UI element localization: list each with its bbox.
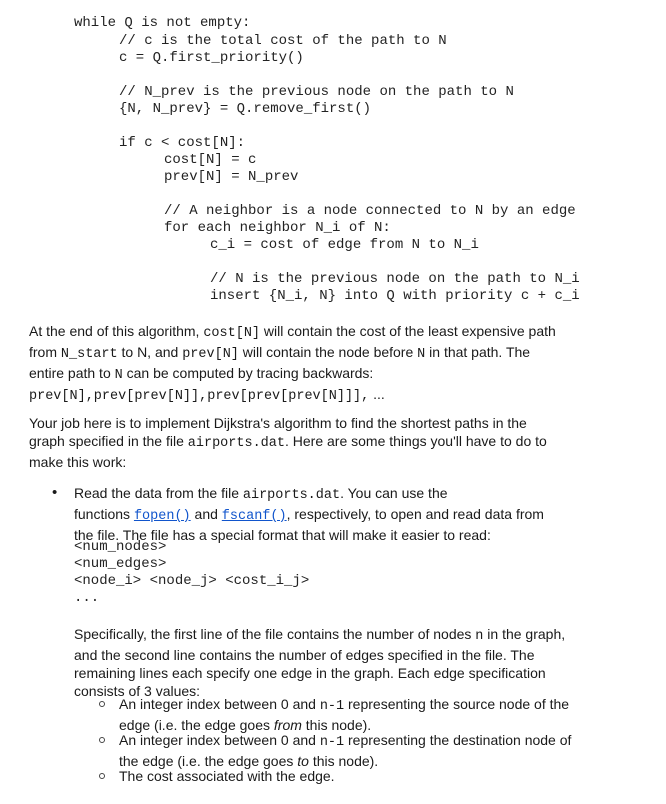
code-line-insert: insert {N_i, N} into Q with priority c + c_i <box>210 288 580 304</box>
code-line-if: if c < cost[N]: <box>119 135 246 151</box>
file-format-num-nodes: <num_nodes> <box>74 539 167 555</box>
code-comment-prev: // N_prev is the previous node on the path to N <box>119 84 514 100</box>
code-line-first-priority: c = Q.first_priority() <box>119 50 304 66</box>
sub-bullet-marker <box>99 737 105 743</box>
file-format-edge-line: <node_i> <node_j> <cost_i_j> <box>74 573 310 589</box>
file-format-ellipsis: ... <box>74 590 100 606</box>
sub-bullet-cost: The cost associated with the edge. <box>119 768 335 784</box>
paragraph-specifically: Specifically, the first line of the file contains the number of nodes n in the graph, and the second line contains the number of edges specified in the file. The remaining lines each specify one edge in the graph. Each edge specification consists of 3 values: <box>74 626 566 699</box>
fopen-link[interactable]: fopen() <box>133 509 191 524</box>
bullet-marker: • <box>52 484 58 501</box>
code-line-edge-cost: c_i = cost of edge from N to N_i <box>210 237 479 253</box>
sub-bullet-source: An integer index between 0 and n-1 representing the source node of the edge (i.e. the edge goes from this node). <box>119 696 570 733</box>
paragraph-result: At the end of this algorithm, cost[N] will contain the cost of the least expensive path from N_start to N, and prev[N] will contain the node before N in that path. The entire path to N can be computed by tracing backwards: prev[N],prev[prev[N]],prev[prev[prev[N]]], ... <box>29 323 556 404</box>
code-comment-previous: // N is the previous node on the path to N_i <box>210 271 580 287</box>
sub-bullet-marker <box>99 773 105 779</box>
code-line-while: while Q is not empty: <box>74 15 251 31</box>
sub-bullet-marker <box>99 701 105 707</box>
sub-bullet-destination: An integer index between 0 and n-1 representing the destination node of the edge (i.e. the edge goes to this node). <box>119 732 572 769</box>
code-comment-neighbor: // A neighbor is a node connected to N by an edge <box>164 203 576 219</box>
file-format-num-edges: <num_edges> <box>74 556 167 572</box>
code-line-remove-first: {N, N_prev} = Q.remove_first() <box>119 101 372 117</box>
code-line-prev-assign: prev[N] = N_prev <box>164 169 299 185</box>
bullet-read-data: Read the data from the file airports.dat. You can use the functions fopen() and fscanf(), respectively, to open and read data from the file. The file has a special format that will make it easier to read: <box>74 485 544 543</box>
code-comment-cost: // c is the total cost of the path to N <box>119 33 447 49</box>
fscanf-link[interactable]: fscanf() <box>221 509 287 524</box>
code-line-cost-assign: cost[N] = c <box>164 152 257 168</box>
code-line-for-each: for each neighbor N_i of N: <box>164 220 391 236</box>
paragraph-job: Your job here is to implement Dijkstra's algorithm to find the shortest paths in the graph specified in the file airports.dat. Here are some things you'll have to do to make this work: <box>29 415 547 470</box>
